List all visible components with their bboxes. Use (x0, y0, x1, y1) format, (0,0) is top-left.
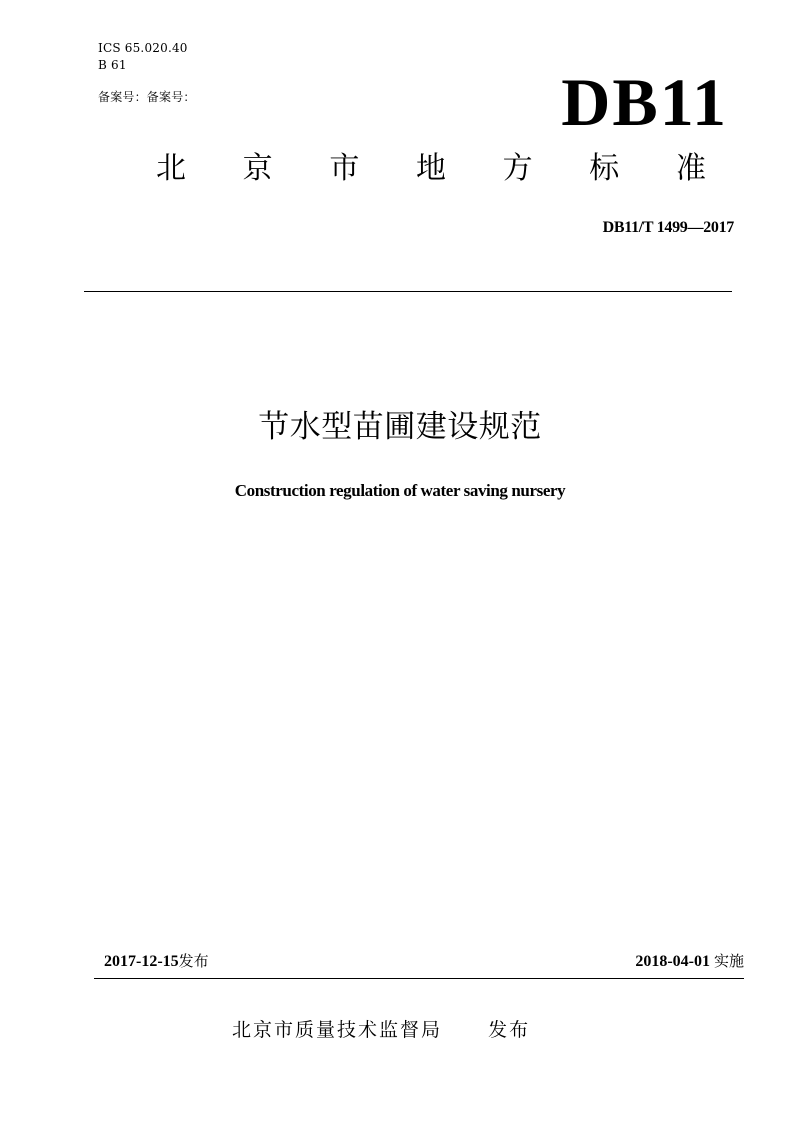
title-english: Construction regulation of water saving nursery (234, 481, 566, 500)
standard-kind-char: 京 (242, 151, 273, 186)
db11-logo: DB11 (561, 64, 728, 140)
standard-kind-char: 地 (415, 151, 446, 186)
issue-date: 2017-12-15 (104, 953, 179, 970)
issue-date-block (104, 950, 209, 971)
header-divider (84, 291, 732, 292)
ccs-code: B 61 (98, 58, 127, 72)
issue-label: 发布 (178, 952, 209, 970)
implement-label: 实施 (713, 952, 744, 970)
standard-kind-char: 方 (502, 151, 533, 186)
footer-divider (94, 978, 744, 979)
issuer (232, 1019, 530, 1041)
ics-code: ICS 65.020.40 (98, 41, 188, 55)
issuer-name: 北京市质量技术监督局 (232, 1019, 443, 1041)
issuer-action: 发布 (488, 1019, 531, 1041)
title-chinese: 节水型苗圃建设规范 (258, 409, 542, 445)
implement-date-block (635, 950, 744, 971)
standard-kind-char: 准 (675, 151, 706, 186)
standard-kind-char: 标 (589, 151, 620, 186)
standard-kind-char: 北 (156, 151, 186, 186)
standard-kind-char: 市 (329, 151, 360, 186)
standard-kind (156, 152, 706, 186)
filing-number: 备案号：备案号： (98, 90, 196, 104)
standard-number: DB11/T 1499—2017 (602, 219, 734, 236)
implement-date: 2018-04-01 (635, 953, 710, 970)
